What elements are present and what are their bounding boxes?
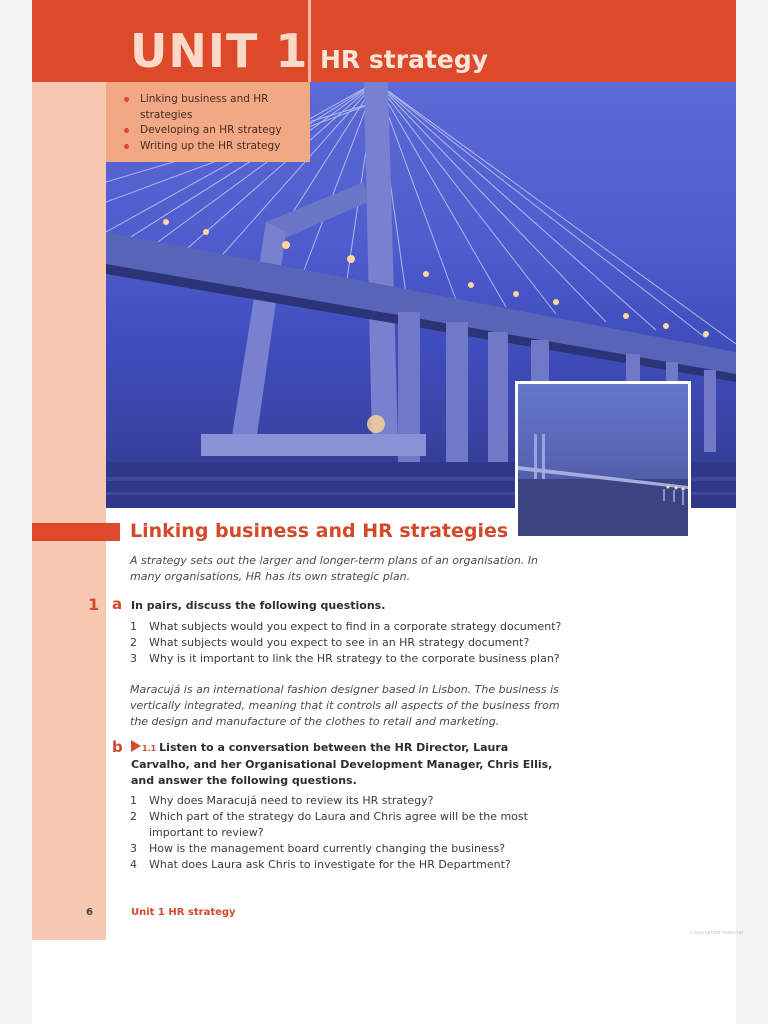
page-number: 6 — [86, 907, 93, 918]
audio-track-ref: 1.1 — [142, 744, 157, 753]
objective-item: Developing an HR strategy — [120, 123, 300, 139]
audio-play-icon[interactable] — [131, 740, 141, 752]
page-margin-strip — [32, 0, 106, 940]
section-intro: A strategy sets out the larger and longer-term plans of an organisation. In many organisations, HR has its own strategic plan. — [130, 554, 539, 583]
unit-label: UNIT 1 — [130, 24, 309, 78]
question-item: 1 What subjects would you expect to find in a corporate strategy document? — [130, 620, 562, 633]
chapter-title: HR strategy — [320, 45, 489, 74]
bridge-distance-illustration — [518, 384, 688, 536]
exercise-part-letter: a — [112, 595, 123, 613]
exercise-instruction: 1.1 Listen to a conversation between the HR Director, Laura Carvalho, and her Organisational Development Manager, Chris Ellis, and answer the following questions. — [131, 741, 553, 787]
question-item: 3 Why is it important to link the HR strategy to the corporate business plan? — [130, 652, 560, 665]
objective-item: Linking business and HR strategies — [120, 92, 300, 123]
question-item: 2 Which part of the strategy do Laura and Chris agree will be the most important to review? — [130, 810, 528, 839]
margin-strip-header — [32, 0, 106, 82]
question-item: 1 Why does Maracujá need to review its HR strategy? — [130, 794, 434, 807]
section-marker-bar — [32, 523, 120, 541]
question-list — [130, 793, 550, 873]
question-list — [130, 619, 570, 667]
section-heading: Linking business and HR strategies — [130, 520, 509, 542]
exercise-part-letter: b — [112, 738, 123, 756]
context-paragraph: Maracujá is an international fashion designer based in Lisbon. The business is vertically integrated, meaning that it controls all aspects of the business from the design and manufacture of the clothes to retail and marketing. — [130, 683, 560, 728]
bridge-inset-photo — [515, 381, 691, 539]
question-item: 4 What does Laura ask Chris to investigate for the HR Department? — [130, 858, 511, 871]
running-title: Unit 1 HR strategy — [131, 907, 236, 918]
objective-item: Writing up the HR strategy — [120, 139, 300, 155]
copyright-watermark: Copyrighted material — [690, 930, 744, 936]
unit-objectives — [106, 82, 310, 162]
exercise-instruction: In pairs, discuss the following questions. — [131, 599, 386, 612]
question-item: 3 How is the management board currently changing the business? — [130, 842, 506, 855]
question-item: 2 What subjects would you expect to see in an HR strategy document? — [130, 636, 530, 649]
header-divider — [308, 0, 311, 82]
exercise-number: 1 — [88, 595, 100, 614]
